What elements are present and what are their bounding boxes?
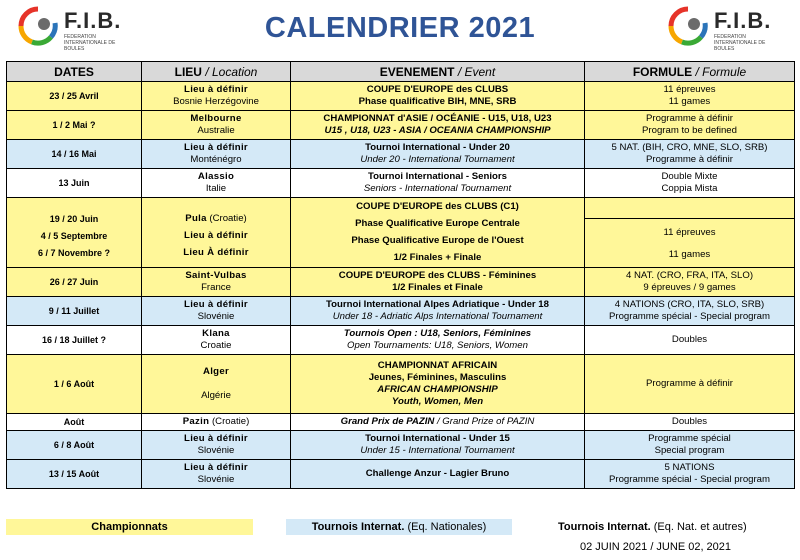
- event-format: Doubles: [585, 326, 795, 355]
- legend-international-others: Tournois Internat. (Eq. Nat. et autres): [558, 521, 747, 533]
- table-row: [7, 326, 795, 355]
- event-date: 16 / 18 Juillet ?: [7, 326, 142, 355]
- event-name: Tournoi International - Under 20 Under 20 - International Tournament: [291, 140, 585, 169]
- table-row: [7, 355, 795, 414]
- event-format: Programme à définir Program to be defined: [585, 111, 795, 140]
- table-row: [7, 268, 795, 297]
- event-location: Pula (Croatie) Lieu à définir Lieu À définir: [142, 198, 291, 268]
- event-location: Lieu à définir Slovénie: [142, 431, 291, 460]
- event-date: 14 / 16 Mai: [7, 140, 142, 169]
- event-format: 11 épreuves 11 games: [585, 198, 795, 268]
- event-date: Août: [7, 414, 142, 431]
- event-date: 1 / 2 Mai ?: [7, 111, 142, 140]
- legend-international-national-teams: Tournois Internat. (Eq. Nationales): [286, 519, 512, 535]
- event-name: CHAMPIONNAT AFRICAIN Jeunes, Féminines, Masculins AFRICAN CHAMPIONSHIP Youth, Women, Men: [291, 355, 585, 414]
- event-name: COUPE D'EUROPE des CLUBS - Féminines 1/2 Finales et Finale: [291, 268, 585, 297]
- event-date: 6 / 8 Août: [7, 431, 142, 460]
- event-date: 13 Juin: [7, 169, 142, 198]
- event-date: 23 / 25 Avril: [7, 82, 142, 111]
- document-date: 02 JUIN 2021 / JUNE 02, 2021: [580, 541, 732, 553]
- event-format: Programme spécial Special program: [585, 431, 795, 460]
- table-row: [7, 140, 795, 169]
- table-row: [7, 111, 795, 140]
- event-format: 4 NATIONS (CRO, ITA, SLO, SRB) Programme spécial - Special program: [585, 297, 795, 326]
- calendar-table: [6, 61, 795, 489]
- event-location: Saint-Vulbas France: [142, 268, 291, 297]
- event-name: Tournoi International Alpes Adriatique - Under 18 Under 18 - Adriatic Alps International Tournament: [291, 297, 585, 326]
- event-format: 4 NAT. (CRO, FRA, ITA, SLO) 9 épreuves / 9 games: [585, 268, 795, 297]
- table-header-row: [7, 62, 795, 82]
- column-header-event: EVENEMENT / Event: [291, 62, 585, 82]
- table-row: [7, 198, 795, 268]
- table-row: [7, 460, 795, 489]
- event-location: Lieu à définir Slovénie: [142, 460, 291, 489]
- event-date: 19 / 20 Juin 4 / 5 Septembre 6 / 7 Novembre ?: [7, 198, 142, 268]
- event-date: 9 / 11 Juillet: [7, 297, 142, 326]
- event-name: Grand Prix de PAZIN / Grand Prize of PAZIN: [291, 414, 585, 431]
- event-format: Double Mixte Coppia Mista: [585, 169, 795, 198]
- event-name: COUPE D'EUROPE des CLUBS (C1) Phase Qualificative Europe Centrale Phase Qualificative Europe de l'Ouest 1/2 Finales + Finale: [291, 198, 585, 268]
- event-format: Programme à définir: [585, 355, 795, 414]
- event-date: 1 / 6 Août: [7, 355, 142, 414]
- logo-text: F.I.B.: [64, 8, 122, 33]
- table-row: [7, 431, 795, 460]
- event-format: 5 NAT. (BIH, CRO, MNE, SLO, SRB) Programme à définir: [585, 140, 795, 169]
- event-location: Lieu à définir Monténégro: [142, 140, 291, 169]
- table-row: [7, 169, 795, 198]
- event-location: Alassio Italie: [142, 169, 291, 198]
- event-name: COUPE D'EUROPE des CLUBS Phase qualificative BIH, MNE, SRB: [291, 82, 585, 111]
- event-format: 11 épreuves 11 games: [585, 82, 795, 111]
- event-location: Lieu à définir Slovénie: [142, 297, 291, 326]
- event-name: Tournoi International - Seniors Seniors - International Tournament: [291, 169, 585, 198]
- column-header-location: LIEU / Location: [142, 62, 291, 82]
- legend-championships: Championnats: [6, 519, 253, 535]
- table-row: [7, 297, 795, 326]
- event-date: 13 / 15 Août: [7, 460, 142, 489]
- event-format: Doubles: [585, 414, 795, 431]
- event-name: Challenge Anzur - Lagier Bruno: [291, 460, 585, 489]
- logo-subtitle: FEDERATION INTERNATIONALE DE BOULES: [714, 34, 766, 52]
- logo-text: F.I.B.: [714, 8, 772, 33]
- column-header-dates: DATES: [7, 62, 142, 82]
- logo-subtitle: FEDERATION INTERNATIONALE DE BOULES: [64, 34, 116, 52]
- event-location: Lieu à définir Bosnie Herzégovine: [142, 82, 291, 111]
- column-header-format: FORMULE / Formule: [585, 62, 795, 82]
- event-format: 5 NATIONS Programme spécial - Special program: [585, 460, 795, 489]
- event-name: CHAMPIONNAT d'ASIE / OCÉANIE - U15, U18, U23 U15 , U18, U23 - ASIA / OCEANIA CHAMPIONSHIP: [291, 111, 585, 140]
- event-date: 26 / 27 Juin: [7, 268, 142, 297]
- event-location: Pazin (Croatie): [142, 414, 291, 431]
- event-location: Alger Algérie: [142, 355, 291, 414]
- event-location: Klana Croatie: [142, 326, 291, 355]
- event-location: Melbourne Australie: [142, 111, 291, 140]
- page-title: CALENDRIER 2021: [264, 12, 536, 44]
- table-row: [7, 414, 795, 431]
- event-name: Tournoi International - Under 15 Under 15 - International Tournament: [291, 431, 585, 460]
- table-row: [7, 82, 795, 111]
- event-name: Tournois Open : U18, Seniors, Féminines Open Tournaments: U18, Seniors, Women: [291, 326, 585, 355]
